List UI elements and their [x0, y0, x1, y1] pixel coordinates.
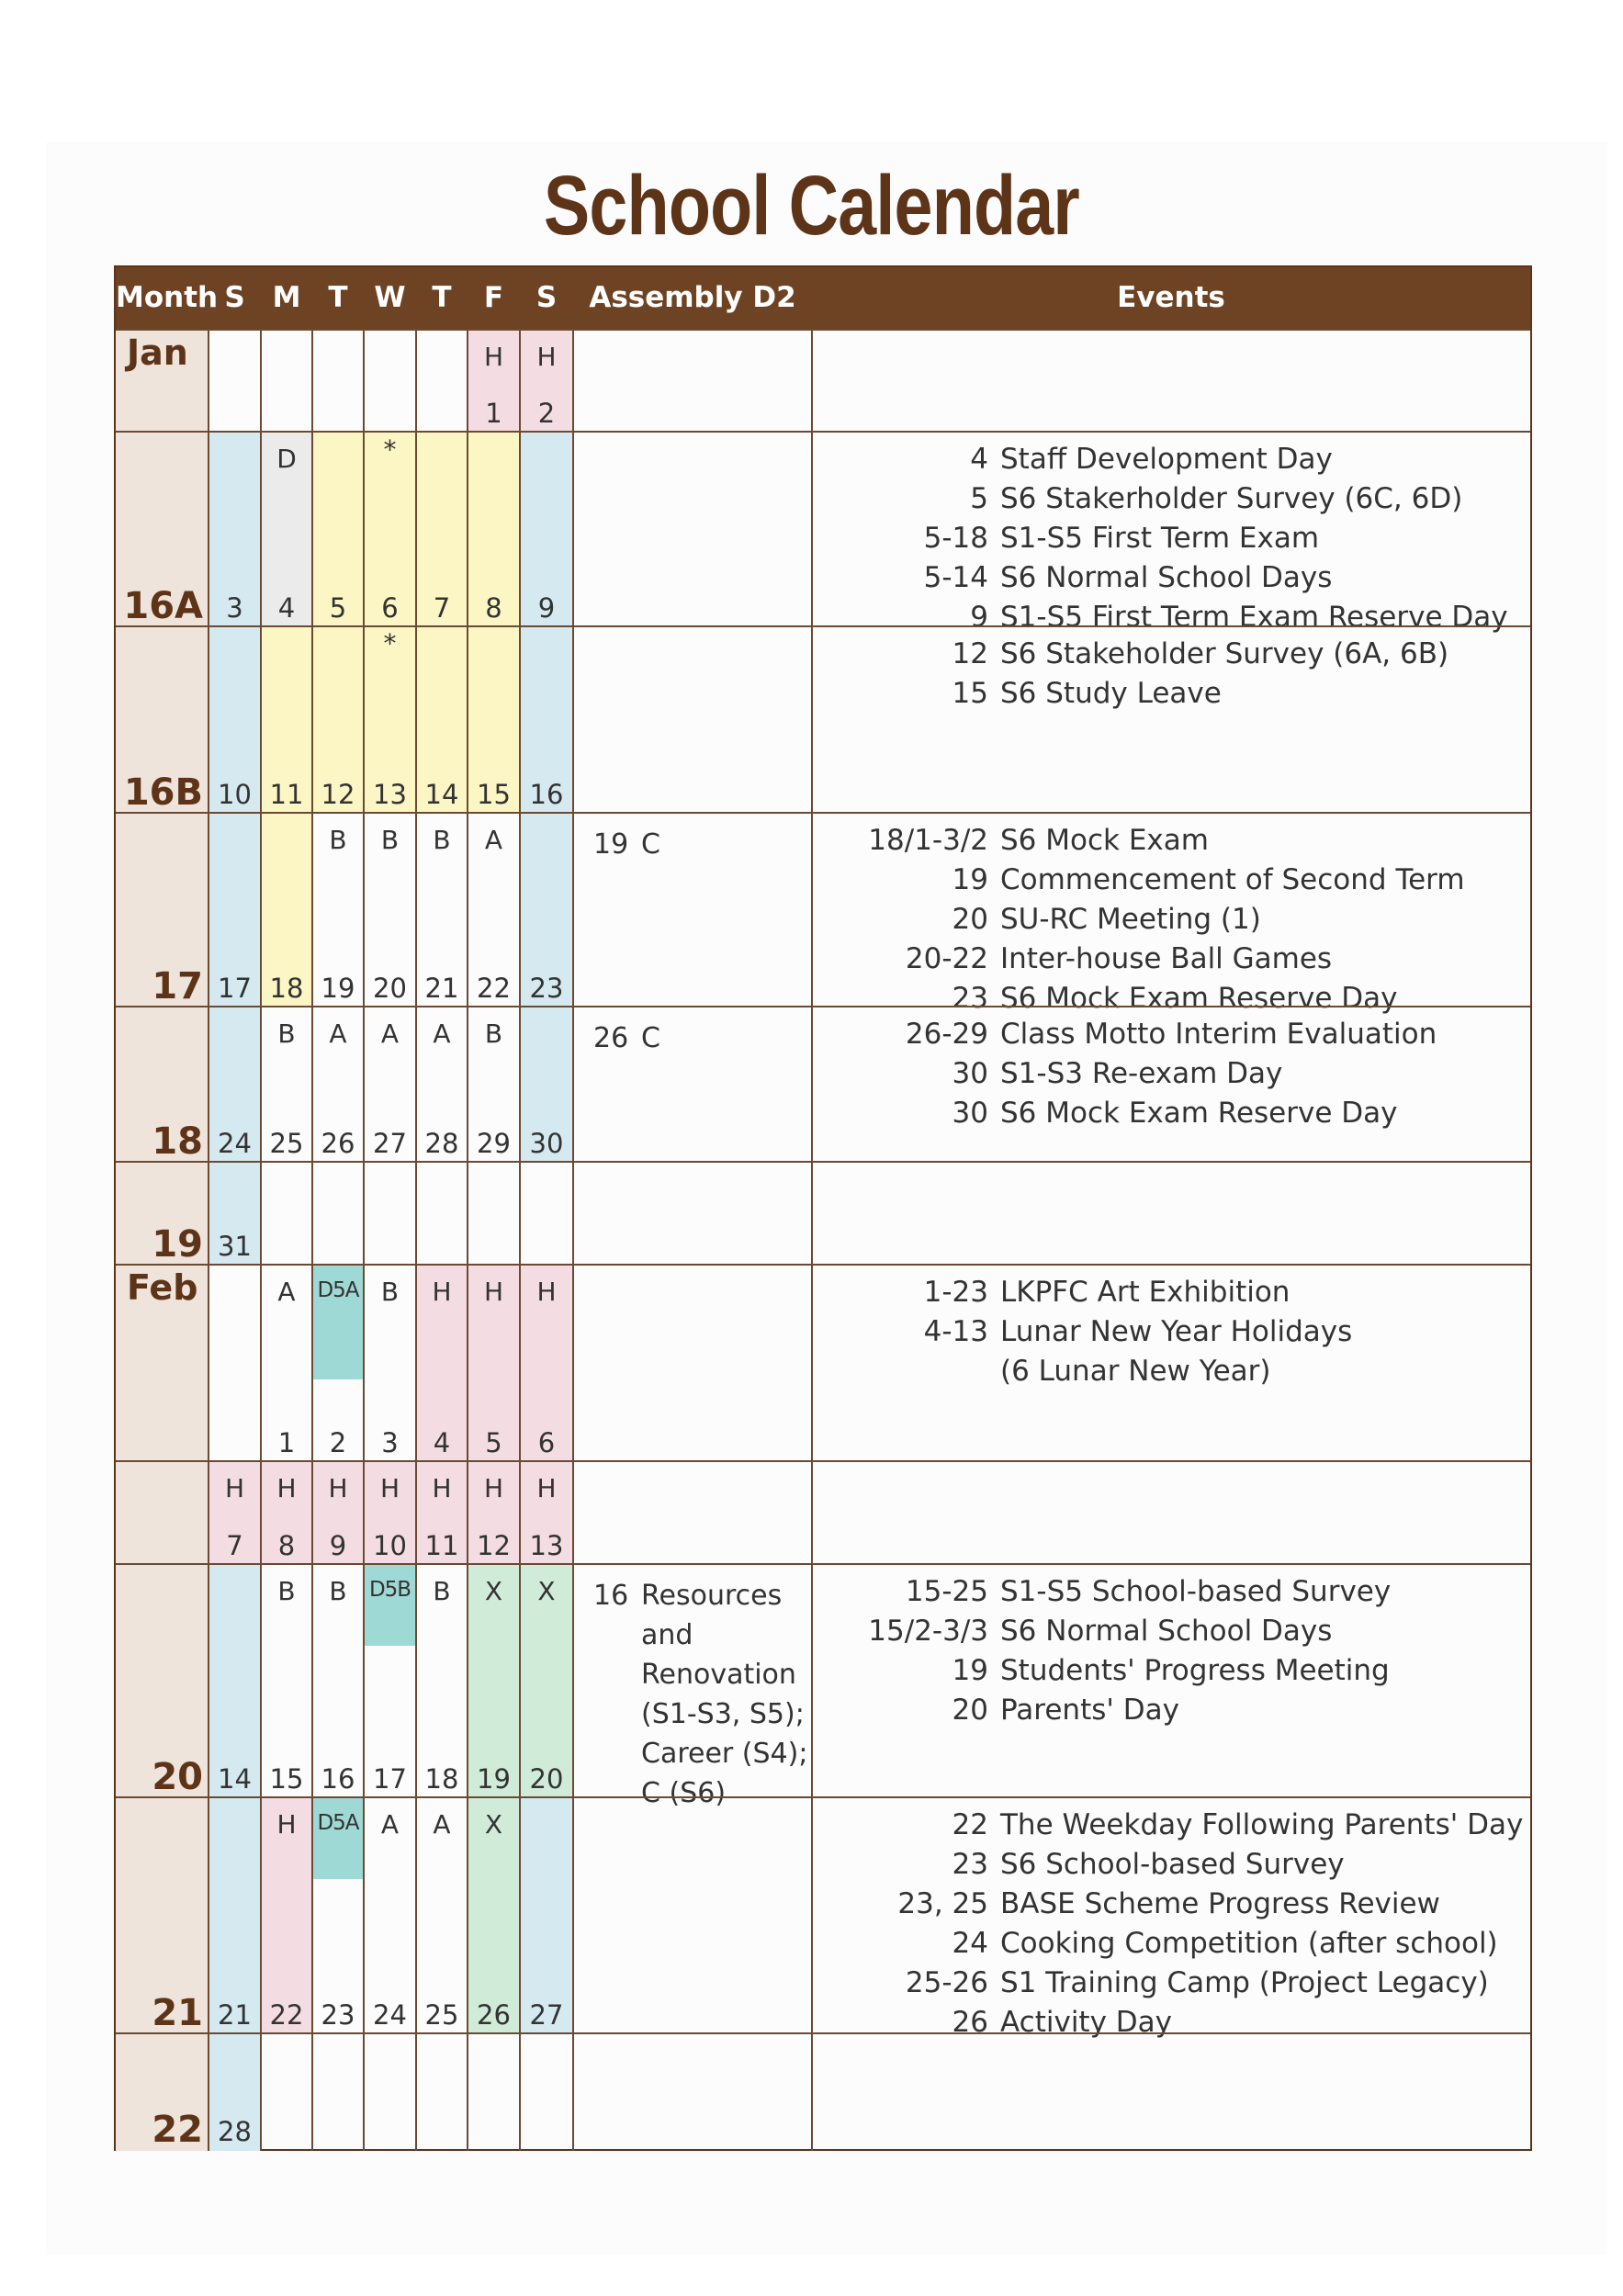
event-item — [817, 1691, 1524, 1730]
event-text: SU-RC Meeting (1) — [1000, 903, 1261, 936]
day-code: B — [277, 1576, 296, 1606]
week-row — [116, 431, 1530, 634]
event-date: 20 — [952, 903, 988, 936]
assembly-text: C — [641, 1022, 660, 1054]
event-item — [817, 821, 1524, 861]
event-item — [817, 1273, 1524, 1312]
week-row — [116, 1006, 1530, 1163]
event-date: 23 — [952, 1848, 988, 1881]
week-row — [116, 1796, 1530, 2039]
event-item — [817, 479, 1524, 519]
day-number: 2 — [329, 1427, 347, 1458]
day-number: 19 — [477, 1763, 511, 1795]
column-divider — [311, 331, 313, 433]
day-number: 31 — [218, 1231, 252, 1262]
day-code: B — [380, 825, 400, 855]
day-code: H — [276, 1473, 297, 1503]
week-label: 16B — [123, 771, 203, 814]
event-date: 1-23 — [923, 1276, 988, 1309]
day-code: X — [484, 1576, 503, 1606]
event-date: 5-14 — [923, 561, 988, 594]
column-divider — [208, 1266, 209, 1462]
week-row — [116, 1563, 1530, 1809]
event-text: Staff Development Day — [1000, 443, 1333, 476]
header-sat: S — [535, 281, 558, 314]
day-code: H — [224, 1473, 245, 1503]
column-divider — [467, 2034, 468, 2151]
event-text: S6 Mock Exam Reserve Day — [1000, 1097, 1398, 1130]
header-events: Events — [1117, 281, 1225, 314]
day-number: 10 — [218, 779, 252, 810]
day-code: D5A — [317, 1278, 359, 1302]
day-number: 28 — [424, 1128, 459, 1159]
day-number: 26 — [321, 1128, 355, 1159]
event-date: 15-25 — [905, 1575, 988, 1608]
column-divider — [572, 1163, 574, 1266]
column-divider — [363, 331, 365, 433]
day-number: 29 — [477, 1128, 511, 1159]
event-text: S1-S5 First Term Exam Reserve Day — [1000, 601, 1508, 634]
day-number: 1 — [277, 1427, 296, 1458]
day-number: 18 — [269, 973, 304, 1004]
day-number: 15 — [477, 779, 511, 810]
event-text: Class Motto Interim Evaluation — [1000, 1018, 1437, 1051]
event-date: 19 — [952, 863, 988, 896]
event-date: 26 — [952, 2006, 988, 2039]
day-number: 12 — [321, 779, 355, 810]
day-number: 7 — [226, 1530, 243, 1561]
day-code: H — [536, 342, 557, 372]
event-text: BASE Scheme Progress Review — [1000, 1887, 1440, 1920]
header-sun: S — [224, 281, 245, 314]
day-number: 20 — [529, 1763, 564, 1795]
week-row — [116, 1264, 1530, 1462]
day-number: 2 — [537, 398, 556, 429]
header-fri: F — [483, 281, 504, 314]
column-divider — [519, 1163, 521, 1266]
day-number: 24 — [218, 1128, 252, 1159]
day-number: 9 — [329, 1530, 347, 1561]
column-divider — [363, 2034, 365, 2151]
event-text: S6 Mock Exam Reserve Day — [1000, 982, 1398, 1015]
day-number: 28 — [218, 2116, 252, 2147]
day-code: H — [432, 1277, 452, 1307]
event-text: S1-S5 School-based Survey — [1000, 1575, 1392, 1608]
day-code: B — [433, 825, 451, 855]
day-number: 19 — [321, 973, 355, 1004]
day-number: 14 — [218, 1763, 252, 1795]
column-divider — [811, 1266, 813, 1462]
week-row — [116, 2032, 1530, 2151]
day-code: H — [483, 1277, 504, 1307]
day-number: 22 — [269, 1999, 304, 2031]
event-item — [817, 519, 1524, 558]
column-divider — [811, 2034, 813, 2151]
event-text: S6 School-based Survey — [1000, 1848, 1345, 1881]
day-code: H — [379, 1473, 400, 1503]
event-date: 5 — [970, 482, 988, 515]
column-divider — [415, 331, 417, 433]
day-number: 23 — [529, 973, 564, 1004]
day-number: 16 — [529, 779, 564, 810]
event-text: Inter-house Ball Games — [1000, 942, 1333, 975]
event-text: Activity Day — [1000, 2006, 1172, 2039]
event-item — [817, 940, 1524, 979]
event-item — [817, 440, 1524, 479]
event-date: 4-13 — [923, 1315, 988, 1348]
column-divider — [811, 1462, 813, 1565]
day-code: A — [484, 825, 503, 855]
day-number: 13 — [373, 779, 407, 810]
event-text: S6 Study Leave — [1000, 677, 1222, 710]
day-code: X — [537, 1576, 556, 1606]
week-row — [116, 329, 1530, 433]
week-label: 17 — [152, 965, 203, 1007]
event-item — [817, 1352, 1524, 1391]
day-number: 26 — [477, 1999, 511, 2031]
day-number: 6 — [381, 592, 399, 624]
day-number: 17 — [218, 973, 252, 1004]
day-number: 4 — [433, 1427, 451, 1458]
event-date: 15/2-3/3 — [868, 1615, 988, 1648]
week-row — [116, 1460, 1530, 1565]
event-text: S6 Stakeholder Survey (6A, 6B) — [1000, 637, 1449, 670]
column-divider — [363, 1163, 365, 1266]
event-text: Commencement of Second Term — [1000, 863, 1465, 896]
event-item — [817, 1806, 1524, 1845]
event-date: 20-22 — [905, 942, 988, 975]
event-item — [817, 1312, 1524, 1352]
event-date: 22 — [952, 1808, 988, 1841]
event-text: Students' Progress Meeting — [1000, 1654, 1390, 1687]
column-divider — [572, 2034, 574, 2151]
column-divider — [811, 331, 813, 433]
event-item — [817, 674, 1524, 714]
day-number: 3 — [381, 1427, 399, 1458]
month-label: Jan — [127, 332, 188, 373]
event-text: S6 Mock Exam — [1000, 824, 1209, 857]
assembly-date: 19 — [593, 828, 629, 861]
day-number: 21 — [218, 1999, 252, 2031]
day-number: 13 — [529, 1530, 564, 1561]
day-code: A — [380, 1809, 400, 1840]
day-number: 4 — [277, 592, 296, 624]
column-divider — [208, 331, 209, 433]
day-code: A — [433, 1019, 451, 1049]
day-number: 12 — [477, 1530, 511, 1561]
event-date: 15 — [952, 677, 988, 710]
day-code: B — [380, 1277, 400, 1307]
day-code: H — [483, 1473, 504, 1503]
page-title: School Calendar — [543, 159, 1079, 253]
event-item — [817, 1015, 1524, 1054]
column-divider — [811, 433, 813, 627]
event-item — [817, 635, 1524, 674]
day-number: 17 — [373, 1763, 407, 1795]
event-text: S1-S5 First Term Exam — [1000, 522, 1320, 555]
week-label: 18 — [152, 1120, 203, 1163]
event-text: S6 Normal School Days — [1000, 561, 1333, 594]
column-divider — [811, 627, 813, 814]
event-text: S6 Stakerholder Survey (6C, 6D) — [1000, 482, 1463, 515]
column-divider — [811, 1798, 813, 2034]
day-code: B — [277, 1019, 296, 1049]
week-label: 16A — [123, 585, 203, 627]
event-text: S6 Normal School Days — [1000, 1615, 1333, 1648]
day-asterisk: * — [383, 628, 397, 658]
day-code: H — [328, 1473, 348, 1503]
event-item — [817, 1964, 1524, 2003]
event-date: 30 — [952, 1057, 988, 1090]
assembly-date: 26 — [593, 1022, 629, 1054]
day-number: 6 — [537, 1427, 556, 1458]
column-divider — [260, 331, 262, 433]
day-code: H — [483, 342, 504, 372]
calendar-table — [114, 265, 1532, 2151]
assembly-text: Resources and Renovation (S1-S3, S5); Career (S4); C (S6) — [641, 1580, 808, 1809]
day-number: 9 — [537, 592, 556, 624]
day-number: 20 — [373, 973, 407, 1004]
column-divider — [467, 1163, 468, 1266]
header-tue: T — [328, 281, 348, 314]
event-item — [817, 1572, 1524, 1612]
day-code: H — [536, 1277, 557, 1307]
day-code: B — [484, 1019, 503, 1049]
event-date: 24 — [952, 1927, 988, 1960]
day-number: 22 — [477, 973, 511, 1004]
day-number: 16 — [321, 1763, 355, 1795]
assembly-date: 16 — [593, 1580, 629, 1612]
event-item — [817, 1612, 1524, 1651]
event-text: (6 Lunar New Year) — [1000, 1355, 1271, 1388]
event-item — [817, 900, 1524, 940]
day-number: 21 — [424, 973, 459, 1004]
event-date: 23, 25 — [897, 1887, 988, 1920]
day-number: 23 — [321, 1999, 355, 2031]
header-mon: M — [272, 281, 301, 314]
day-code: H — [432, 1473, 452, 1503]
event-item — [817, 1924, 1524, 1964]
event-item — [817, 558, 1524, 598]
event-text: Parents' Day — [1000, 1694, 1179, 1727]
day-number: 7 — [433, 592, 451, 624]
day-number: 25 — [424, 1999, 459, 2031]
event-text: LKPFC Art Exhibition — [1000, 1276, 1291, 1309]
day-number: 10 — [373, 1530, 407, 1561]
column-divider — [311, 2034, 313, 2151]
column-divider — [415, 1163, 417, 1266]
day-number: 27 — [373, 1128, 407, 1159]
day-number: 24 — [373, 1999, 407, 2031]
day-number: 5 — [485, 1427, 502, 1458]
event-item — [817, 1094, 1524, 1133]
day-number: 3 — [226, 592, 243, 624]
day-code: * — [383, 434, 397, 465]
event-item — [817, 1885, 1524, 1924]
week-label: 20 — [152, 1756, 203, 1798]
event-date: 9 — [970, 601, 988, 634]
day-number: 5 — [329, 592, 347, 624]
day-number: 8 — [277, 1530, 296, 1561]
day-code: D — [276, 444, 297, 474]
week-label: 21 — [152, 1992, 203, 2034]
column-divider — [811, 1163, 813, 1266]
week-row — [116, 625, 1530, 814]
day-number: 25 — [269, 1128, 304, 1159]
event-item — [817, 1845, 1524, 1885]
event-text: Lunar New Year Holidays — [1000, 1315, 1353, 1348]
event-date: 4 — [970, 443, 988, 476]
week-row — [116, 812, 1530, 1015]
event-text: S1 Training Camp (Project Legacy) — [1000, 1966, 1489, 1999]
day-code: B — [329, 1576, 347, 1606]
day-number: 8 — [485, 592, 502, 624]
day-code: A — [380, 1019, 400, 1049]
day-code: X — [484, 1809, 503, 1840]
day-code: B — [329, 825, 347, 855]
header-thu: T — [432, 281, 452, 314]
event-item — [817, 1054, 1524, 1094]
event-date: 25-26 — [905, 1966, 988, 1999]
event-date: 23 — [952, 982, 988, 1015]
event-date: 30 — [952, 1097, 988, 1130]
day-number: 18 — [424, 1763, 459, 1795]
day-number: 14 — [424, 779, 459, 810]
day-number: 30 — [529, 1128, 564, 1159]
event-date: 5-18 — [923, 522, 988, 555]
day-number: 1 — [485, 398, 502, 429]
week-row — [116, 1161, 1530, 1266]
column-divider — [519, 2034, 521, 2151]
header-assembly: Assembly D2 — [589, 281, 796, 314]
event-date: 12 — [952, 637, 988, 670]
day-code: D5B — [368, 1578, 411, 1602]
day-code: A — [329, 1019, 347, 1049]
column-divider — [415, 2034, 417, 2151]
day-code: H — [536, 1473, 557, 1503]
day-number: 15 — [269, 1763, 304, 1795]
month-cell — [116, 1462, 209, 1565]
day-code: A — [433, 1809, 451, 1840]
day-code: H — [276, 1809, 297, 1840]
day-number: 11 — [269, 779, 304, 810]
event-text: The Weekday Following Parents' Day — [1000, 1808, 1524, 1841]
event-date: 26-29 — [905, 1018, 988, 1051]
day-code: B — [433, 1576, 451, 1606]
column-divider — [311, 1163, 313, 1266]
event-text: Cooking Competition (after school) — [1000, 1927, 1498, 1960]
day-code: A — [277, 1277, 296, 1307]
month-label: Feb — [127, 1267, 198, 1308]
header-wed: W — [374, 281, 406, 314]
event-date: 18/1-3/2 — [868, 824, 988, 857]
day-number: 27 — [529, 1999, 564, 2031]
day-code: D5A — [317, 1811, 359, 1835]
event-item — [817, 1651, 1524, 1691]
table-header — [116, 267, 1530, 329]
week-label: 22 — [152, 2109, 203, 2151]
event-date: 19 — [952, 1654, 988, 1687]
event-text: S1-S3 Re-exam Day — [1000, 1057, 1283, 1090]
header-month: Month — [116, 281, 219, 314]
assembly-text: C — [641, 828, 660, 861]
event-item — [817, 861, 1524, 900]
week-label: 19 — [152, 1223, 203, 1266]
day-number: 11 — [424, 1530, 459, 1561]
event-date: 20 — [952, 1694, 988, 1727]
